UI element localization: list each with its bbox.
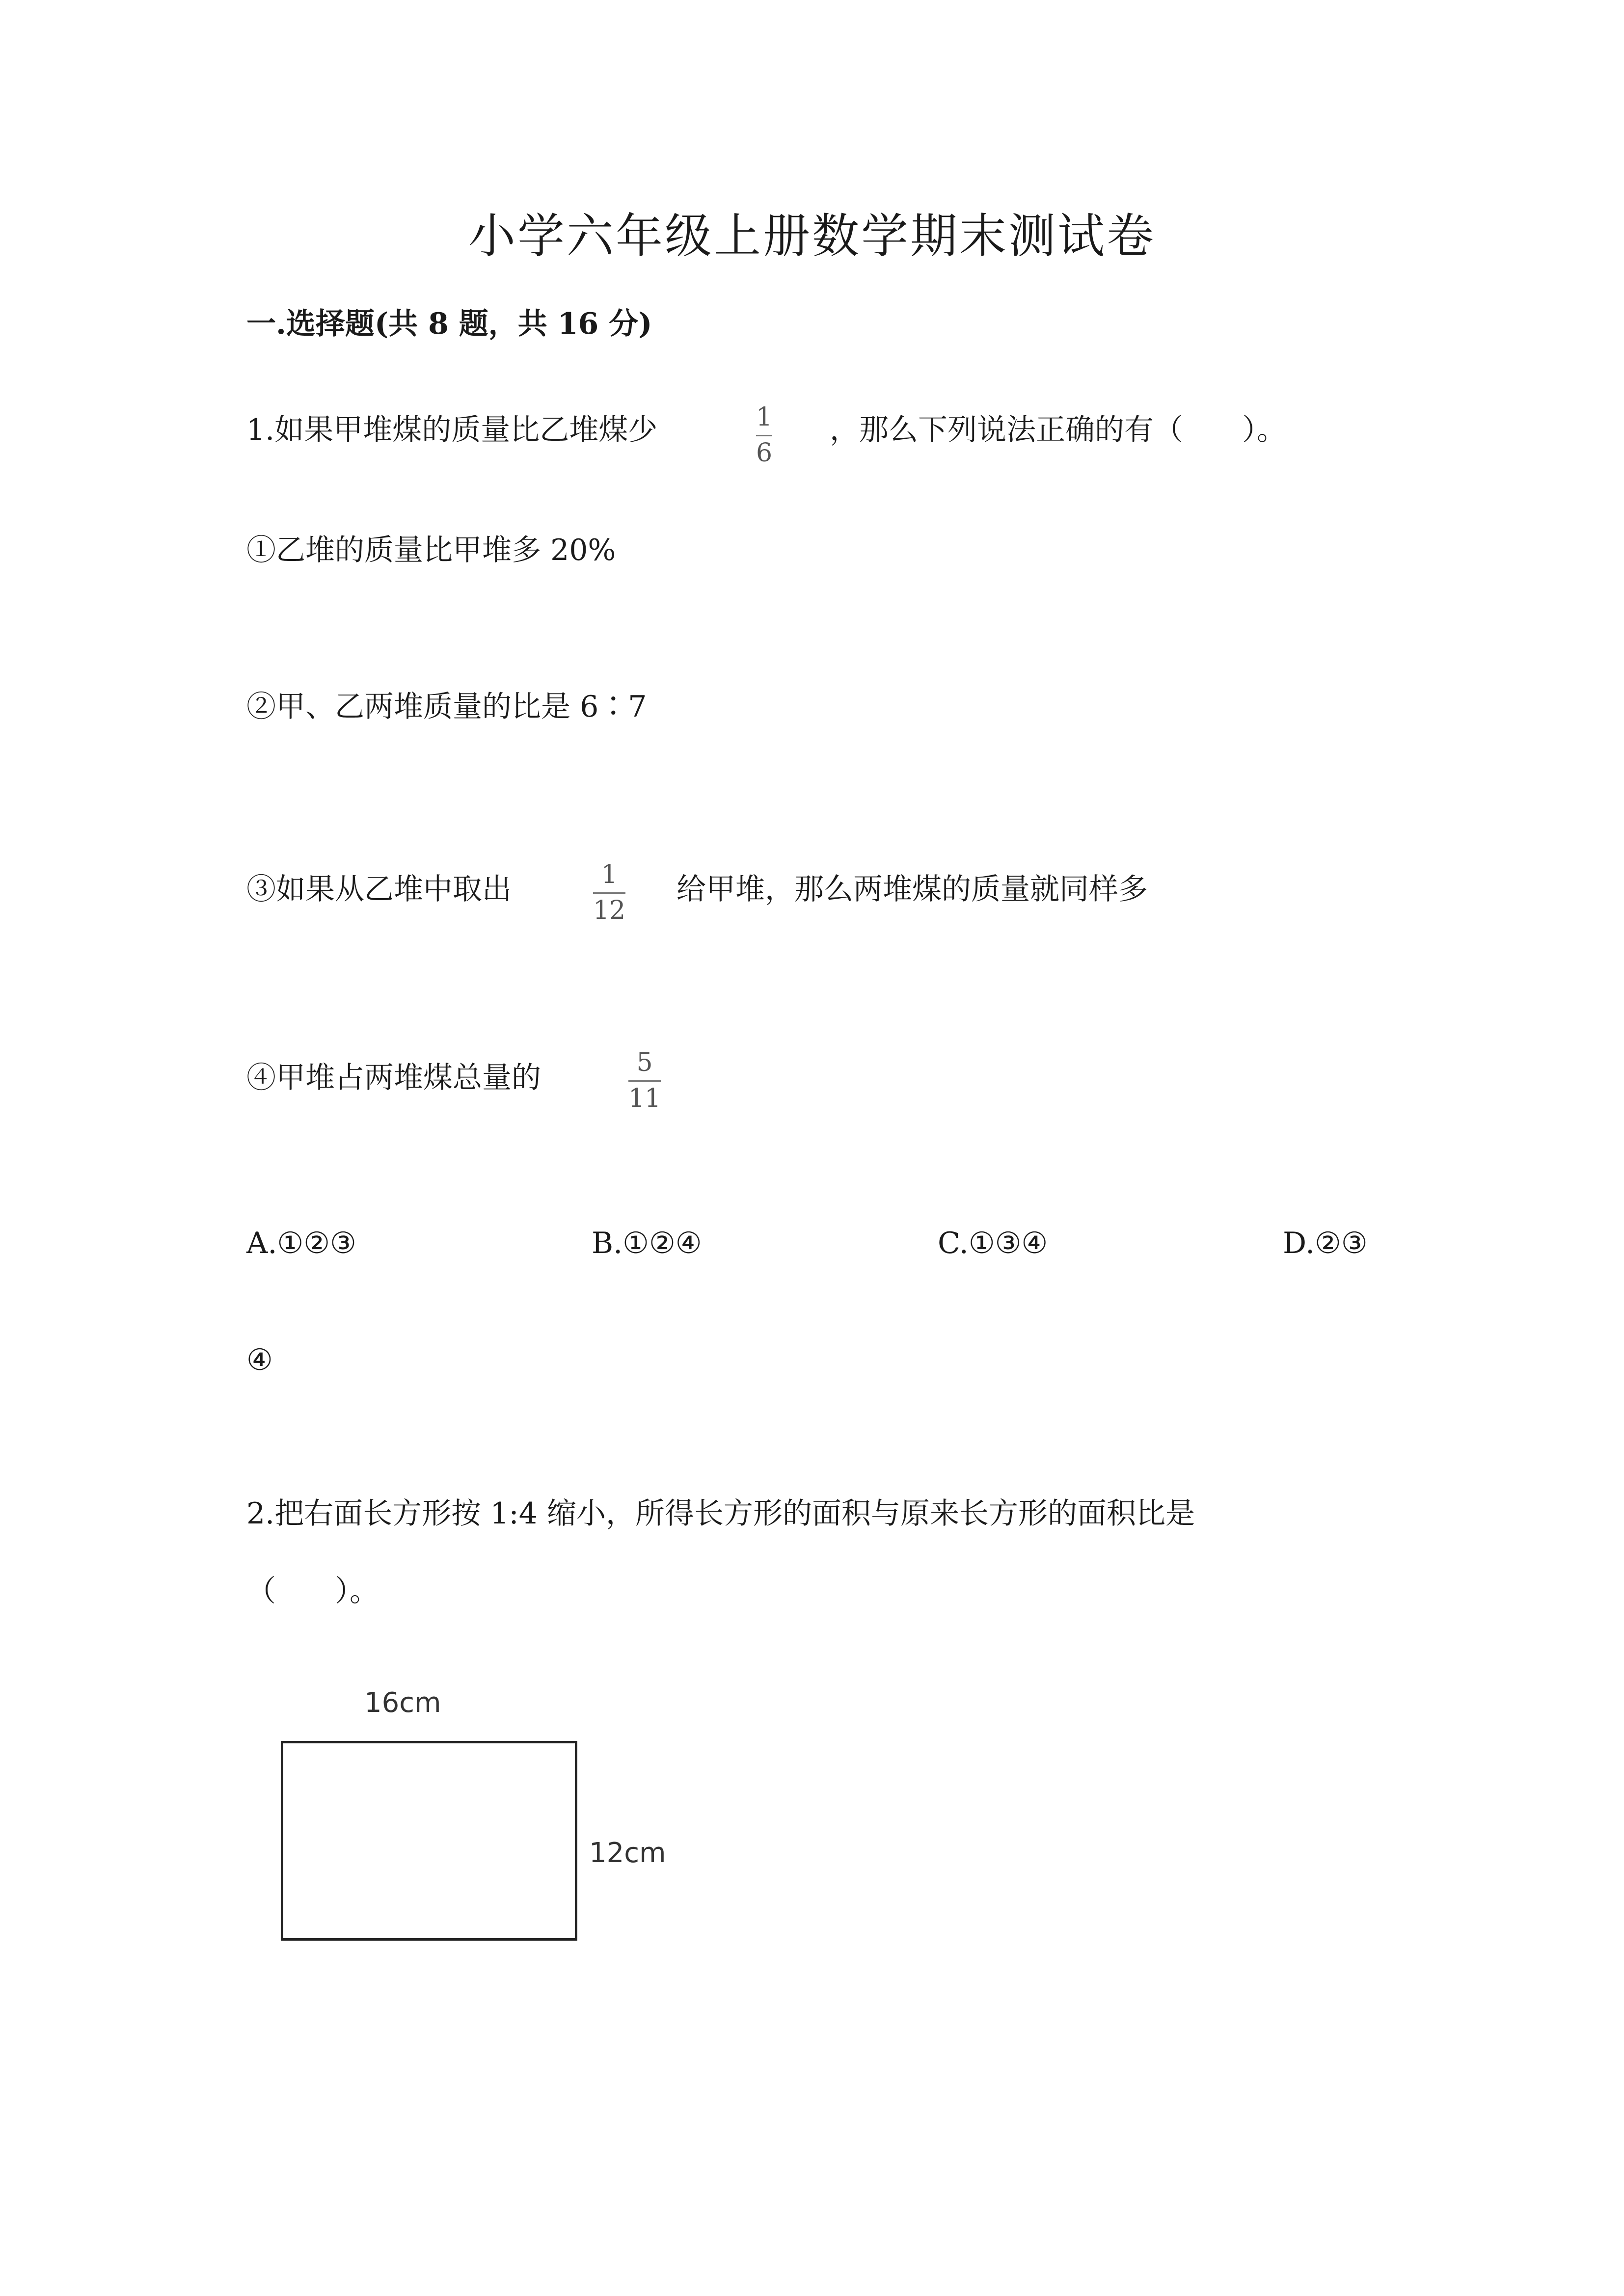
fraction-denominator: 6	[756, 438, 773, 468]
statement-4-start: ④甲堆占两堆煤总量的	[246, 1061, 541, 1095]
fraction-bar	[628, 1080, 661, 1082]
statement-3-start: ③如果从乙堆中取出	[246, 872, 512, 907]
option-d[interactable]: D.②③	[1283, 1226, 1368, 1260]
option-a[interactable]: A.①②③	[246, 1226, 356, 1260]
fraction-bar	[593, 892, 625, 894]
statement-3-fraction	[593, 860, 625, 925]
question-1-fraction	[756, 402, 772, 468]
statement-2: ②甲、乙两堆质量的比是 6∶7	[246, 690, 647, 724]
fraction-denominator: 12	[593, 896, 626, 925]
question-2-answer-blank: （ ）。	[246, 1574, 379, 1608]
rectangle-figure	[281, 1741, 577, 1941]
question-2-stem: 2.把右面长方形按 1:4 缩小，所得长方形的面积与原来长方形的面积比是	[246, 1496, 1195, 1531]
statement-3-end: 给甲堆，那么两堆煤的质量就同样多	[677, 872, 1148, 907]
question-1-stem-start: 1.如果甲堆煤的质量比乙堆煤少	[246, 413, 658, 447]
page-title: 小学六年级上册数学期末测试卷	[468, 209, 1156, 264]
option-b[interactable]: B.①②④	[592, 1226, 702, 1260]
fraction-denominator: 11	[628, 1084, 661, 1113]
rectangle-width-label: 16cm	[364, 1687, 441, 1719]
statement-4-fraction	[628, 1048, 661, 1113]
statement-1: ①乙堆的质量比甲堆多 20%	[246, 533, 616, 567]
fraction-numerator: 1	[601, 860, 618, 889]
question-1-stem-end: ，那么下列说法正确的有（ ）。	[830, 413, 1286, 447]
rectangle-height-label: 12cm	[589, 1837, 666, 1869]
option-c[interactable]: C.①③④	[938, 1226, 1048, 1260]
fraction-numerator: 1	[756, 402, 773, 432]
fraction-bar	[756, 435, 772, 436]
option-d-wrap: ④	[246, 1343, 273, 1377]
section-heading: 一.选择题(共 8 题，共 16 分)	[246, 307, 652, 341]
fraction-numerator: 5	[636, 1048, 653, 1077]
